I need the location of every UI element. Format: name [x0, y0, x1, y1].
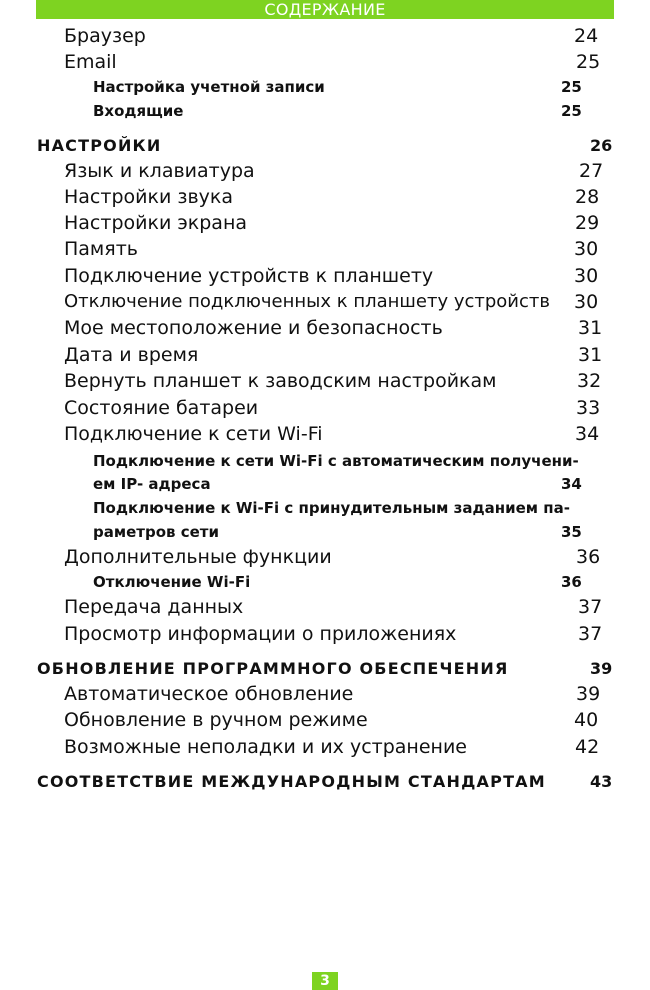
toc-entry-title: Память: [64, 238, 138, 260]
toc-section-page: 39: [590, 659, 613, 678]
toc-entry-page: 36: [576, 546, 601, 568]
toc-entry-title: Передача данных: [64, 596, 244, 618]
toc-entry-page: 37: [578, 623, 603, 645]
toc-entry-page: 27: [579, 160, 604, 182]
toc-subentry-title: Отключение Wi-Fi: [93, 573, 251, 591]
toc-entry-title: Браузер: [64, 25, 146, 47]
section-header: СОДЕРЖАНИЕ: [36, 0, 614, 19]
toc-subentry-title: Подключение к Wi-Fi с принудительным заданием па-: [93, 499, 570, 517]
toc-entry-title: Дата и время: [64, 344, 199, 366]
toc-entry-title: Дополнительные функции: [64, 546, 332, 568]
toc-subentry-title: Настройка учетной записи: [93, 78, 325, 96]
toc-subentry-page: 25: [561, 102, 582, 120]
toc-entry-page: 42: [575, 736, 600, 758]
toc-entry-page: 32: [577, 370, 602, 392]
toc-entry-title: Отключение подключенных к планшету устройств: [64, 291, 550, 312]
toc-section-title: ОБНОВЛЕНИЕ ПРОГРАММНОГО ОБЕСПЕЧЕНИЯ: [37, 659, 509, 678]
toc-subentry-title: Входящие: [93, 102, 184, 120]
toc-entry-page: 31: [578, 317, 603, 339]
toc-entry-page: 30: [574, 265, 599, 287]
toc-entry-title: Email: [64, 51, 117, 73]
toc-entry-page: 31: [578, 344, 603, 366]
toc-section-page: 26: [590, 136, 613, 155]
toc-subentry-page: 34: [561, 475, 582, 493]
toc-entry-title: Просмотр информации о приложениях: [64, 623, 457, 645]
toc-subentry-title: ем IP- адреса: [93, 475, 211, 493]
toc-subentry-page: 35: [561, 523, 582, 541]
toc-entry-page: 30: [574, 238, 599, 260]
toc-subentry-title: раметров сети: [93, 523, 220, 541]
toc-entry-title: Вернуть планшет к заводским настройкам: [64, 370, 497, 392]
toc-entry-page: 30: [574, 291, 599, 313]
toc-entry-page: 33: [576, 397, 601, 419]
toc-section-title: НАСТРОЙКИ: [37, 136, 162, 155]
toc-entry-title: Возможные неполадки и их устранение: [64, 736, 467, 758]
toc-entry-page: 34: [575, 423, 600, 445]
toc-entry-title: Подключение устройств к планшету: [64, 265, 434, 287]
toc-entry-page: 29: [575, 212, 600, 234]
page-number: 3: [312, 972, 338, 990]
toc-entry-title: Язык и клавиатура: [64, 160, 255, 182]
toc-entry-page: 24: [574, 25, 599, 47]
toc-entry-title: Подключение к сети Wi-Fi: [64, 423, 323, 445]
toc-entry-page: 39: [576, 683, 601, 705]
toc-entry-title: Автоматическое обновление: [64, 683, 354, 705]
toc-entry-page: 37: [578, 596, 603, 618]
toc-entry-page: 25: [576, 51, 601, 73]
toc-entry-title: Состояние батареи: [64, 397, 259, 419]
toc-entry-title: Мое местоположение и безопасность: [64, 317, 443, 339]
toc-entry-title: Настройки звука: [64, 186, 234, 208]
toc-subentry-title: Подключение к сети Wi-Fi с автоматическим получени-: [93, 452, 579, 470]
toc-section-page: 43: [590, 772, 613, 791]
toc-subentry-page: 25: [561, 78, 582, 96]
toc-section-title: СООТВЕТСТВИЕ МЕЖДУНАРОДНЫМ СТАНДАРТАМ: [37, 772, 546, 791]
toc-entry-title: Обновление в ручном режиме: [64, 709, 368, 731]
toc-entry-page: 28: [575, 186, 600, 208]
toc-entry-page: 40: [574, 709, 599, 731]
toc-subentry-page: 36: [561, 573, 582, 591]
toc-entry-title: Настройки экрана: [64, 212, 248, 234]
